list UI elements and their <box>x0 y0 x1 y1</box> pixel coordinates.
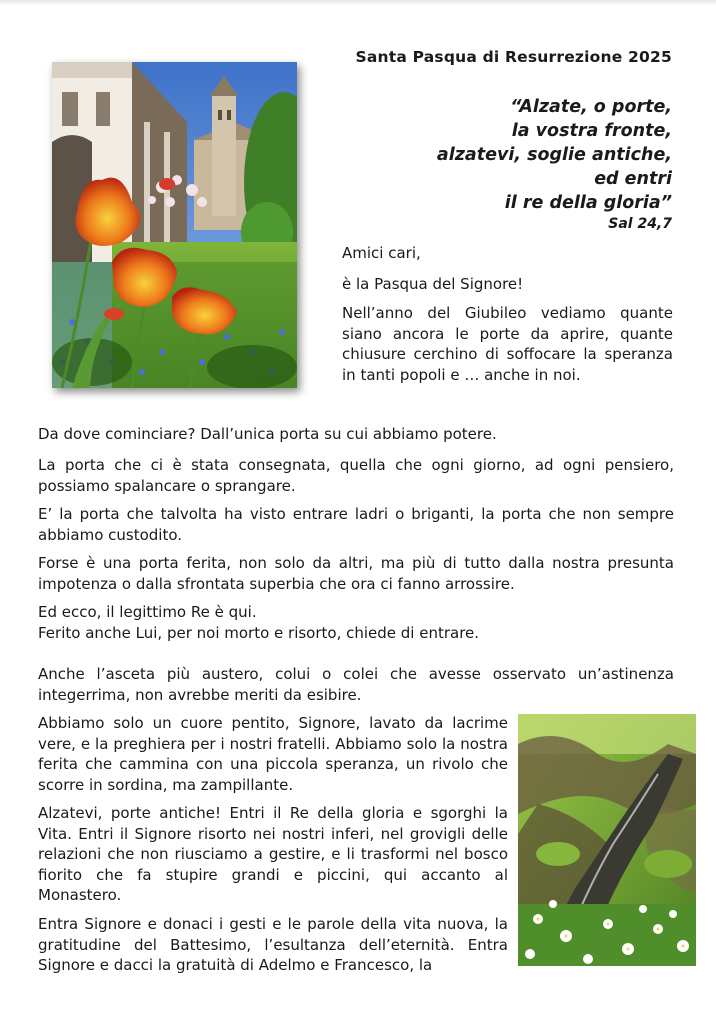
king-line-2: Ferito anche Lui, per noi morto e risorto, chiede di entrare. <box>38 623 480 642</box>
paragraph-jubilee: Nell’anno del Giubileo vediamo quante siano ancora le porte da aprire, quante chiusure cerchino di soffocare la speranza in tanti popoli e … anche in noi. <box>342 304 673 384</box>
paragraph-contrite-heart: Abbiamo solo un cuore pentito, Signore, lavato da lacrime vere, e la preghiera per i nostri fratelli. Abbiamo solo la nostra ferita che cammina con una piccola speranza, un rivolo che scorre in sordina, ma zampillante. <box>38 714 508 794</box>
verse-reference: Sal 24,7 <box>608 216 672 232</box>
greeting: Amici cari, <box>342 244 421 262</box>
psalm-verse <box>437 95 672 233</box>
paragraph-enter-lord: Entra Signore e donaci i gesti e le parole della vita nuova, la gratitudine del Battesimo, l’esultanza dell’eternità. Entra Signore e dacci la gratuità di Adelmo e Francesco, la <box>38 915 508 974</box>
paragraph-where-to-start: Da dove cominciare? Dall’unica porta su cui abbiamo potere. <box>38 425 497 443</box>
verse-line: alzatevi, soglie antiche, <box>436 145 672 165</box>
stream-woods-photo <box>518 714 696 966</box>
document-title: Santa Pasqua di Resurrezione 2025 <box>355 48 672 66</box>
paragraph-door-given: La porta che ci è stata consegnata, quella che ogni giorno, ad ogni pensiero, possiamo spalancare o sprangare. <box>38 456 674 495</box>
paragraph-door-thieves: E’ la porta che talvolta ha visto entrare ladri o briganti, la porta che non sempre abbiamo custodito. <box>38 505 674 544</box>
king-line-1: Ed ecco, il legittimo Re è qui. <box>38 603 257 621</box>
paragraph-king-here <box>38 602 674 643</box>
paragraph-wounded-door: Forse è una porta ferita, non solo da altri, ma più di tutto dalla nostra presunta impotenza o dalla sfrontata superbia che ora ci fanno arrossire. <box>38 554 674 593</box>
paragraph-ascetic: Anche l’asceta più austero, colui o colei che avesse osservato un’astinenza integerrima, non avrebbe meriti da esibire. <box>38 665 674 704</box>
tulips-courtyard-photo <box>52 62 297 388</box>
verse-line: “Alzate, o porte, <box>510 97 672 117</box>
top-edge-shadow <box>0 0 716 6</box>
paragraph-easter: è la Pasqua del Signore! <box>342 275 524 293</box>
paragraph-rise-doors: Alzatevi, porte antiche! Entri il Re della gloria e sgorghi la Vita. Entri il Signore risorto nei nostri inferi, nel grovigli delle relazioni che non riusciamo a gestire, e li trasformi nel bosco fiorito che fa stupire grandi e piccini, qui accanto al Monastero. <box>38 804 508 904</box>
verse-line: il re della gloria” <box>504 193 672 213</box>
verse-line: ed entri <box>594 169 672 189</box>
verse-line: la vostra fronte, <box>511 121 672 141</box>
